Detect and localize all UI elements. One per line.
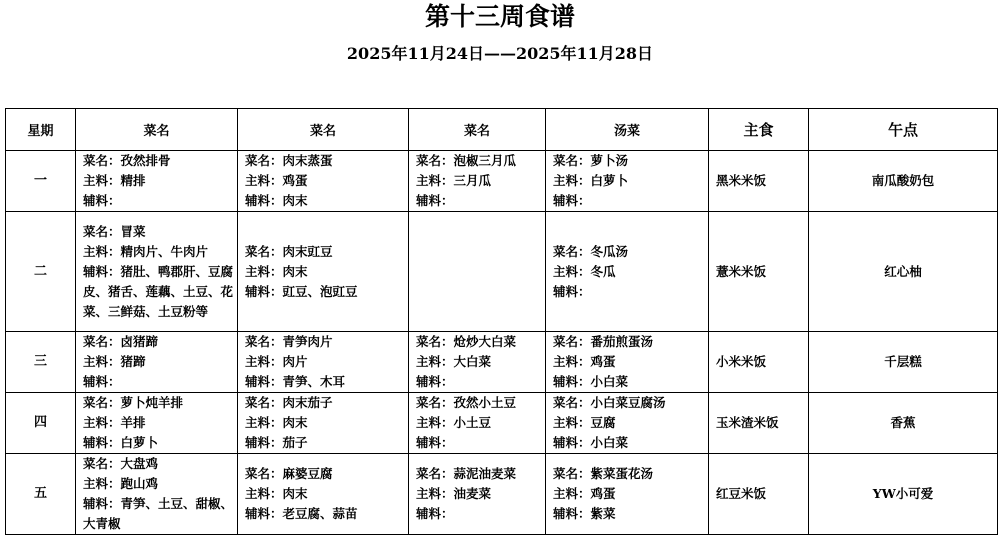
- staple-cell: 薏米米饭: [709, 212, 809, 332]
- staple-cell: 红豆米饭: [709, 454, 809, 535]
- dish-main: 精肉片、牛肉片: [120, 243, 209, 259]
- soup-cell: 菜名：萝卜汤 主料：白萝卜 辅料：: [546, 151, 709, 212]
- dish-cell: 菜名：麻婆豆腐 主料：肉末 辅料：老豆腐、蒜苗: [238, 454, 409, 535]
- dish-cell: 菜名：肉末豇豆 主料：肉末 辅料：豇豆、泡豇豆: [238, 212, 409, 332]
- soup-aux: 小白菜: [590, 374, 629, 389]
- dish-main: 小土豆: [453, 415, 492, 430]
- soup-name: 紫菜蛋花汤: [590, 466, 654, 481]
- soup-aux: 小白菜: [590, 435, 629, 450]
- dish-cell: 菜名：泡椒三月瓜 主料：三月瓜 辅料：: [409, 151, 546, 212]
- day-cell: 二: [6, 212, 76, 332]
- soup-main: 冬瓜: [590, 263, 616, 279]
- staple-cell: 小米米饭: [709, 332, 809, 393]
- header-snack: 午点: [809, 109, 998, 151]
- header-day: 星期: [6, 109, 76, 151]
- table-row: [6, 151, 998, 212]
- dish-aux: 肉末: [282, 193, 308, 208]
- dish-name: 肉末蒸蛋: [282, 153, 333, 168]
- dish-main: 肉末: [282, 263, 308, 279]
- staple-cell: 黑米米饭: [709, 151, 809, 212]
- dish-name: 冒菜: [120, 223, 146, 239]
- dish-aux: 茄子: [282, 435, 308, 450]
- header-staple: 主食: [709, 109, 809, 151]
- soup-cell: 菜名：小白菜豆腐汤 主料：豆腐 辅料：小白菜: [546, 393, 709, 454]
- dish-main: 油麦菜: [453, 486, 492, 501]
- soup-main: 白萝卜: [590, 173, 629, 188]
- dish-cell: 菜名：萝卜炖羊排 主料：羊排 辅料：白萝卜: [76, 393, 238, 454]
- snack-cell: 红心柚: [809, 212, 998, 332]
- header-dish-1: 菜名: [76, 109, 238, 151]
- date-range: 2025年11月24日——2025年11月28日: [346, 44, 654, 63]
- snack-cell: 千层糕: [809, 332, 998, 393]
- soup-cell: 菜名：番茄煎蛋汤 主料：鸡蛋 辅料：小白菜: [546, 332, 709, 393]
- day-cell: 一: [6, 151, 76, 212]
- dish-main: 大白菜: [453, 354, 492, 369]
- day-cell: 四: [6, 393, 76, 454]
- menu-table: [5, 108, 998, 535]
- dish-name: 肉末豇豆: [282, 243, 333, 259]
- dish-cell: 菜名：冒菜 主料：精肉片、牛肉片 辅料：猪肚、鸭郡肝、豆腐皮、猪舌、莲藕、土豆、花菜、三鲜菇、土豆粉等: [76, 212, 238, 332]
- dish-name: 孜然排骨: [120, 153, 171, 168]
- dish-main: 肉末: [282, 486, 308, 501]
- dish-cell: 菜名：炝炒大白菜 主料：大白菜 辅料：: [409, 332, 546, 393]
- dish-name: 泡椒三月瓜: [453, 153, 517, 168]
- table-row: [6, 393, 998, 454]
- dish-aux: 青笋、木耳: [282, 374, 346, 389]
- table-row: [6, 454, 998, 535]
- dish-aux: 白萝卜: [120, 435, 159, 450]
- soup-cell: 菜名：紫菜蛋花汤 主料：鸡蛋 辅料：紫菜: [546, 454, 709, 535]
- soup-name: 萝卜汤: [590, 153, 629, 168]
- dish-main: 三月瓜: [453, 173, 492, 188]
- dish-cell: 菜名：卤猪蹄 主料：猪蹄 辅料：: [76, 332, 238, 393]
- dish-main: 猪蹄: [120, 354, 146, 369]
- page-title: 第十三周食谱: [424, 2, 575, 31]
- snack-cell: YW小可爱: [809, 454, 998, 535]
- dish-main: 羊排: [120, 415, 146, 430]
- dish-cell: 菜名：肉末蒸蛋 主料：鸡蛋 辅料：肉末: [238, 151, 409, 212]
- soup-name: 小白菜豆腐汤: [590, 395, 666, 410]
- dish-aux: 猪肚、鸭郡肝、豆腐皮、猪舌、莲藕、土豆、花菜、三鲜菇、土豆粉等: [83, 263, 234, 319]
- dish-main: 精排: [120, 173, 146, 188]
- dish-cell: 菜名：大盘鸡 主料：跑山鸡 辅料：青笋、土豆、甜椒、大青椒: [76, 454, 238, 535]
- soup-cell: 菜名：冬瓜汤 主料：冬瓜 辅料：: [546, 212, 709, 332]
- dish-main: 肉末: [282, 415, 308, 430]
- header-dish-3: 菜名: [409, 109, 546, 151]
- dish-name: 蒜泥油麦菜: [453, 466, 517, 481]
- dish-cell: 菜名：蒜泥油麦菜 主料：油麦菜 辅料：: [409, 454, 546, 535]
- header-row: [6, 109, 998, 151]
- soup-name: 番茄煎蛋汤: [590, 334, 654, 349]
- dish-cell-empty: [409, 212, 546, 332]
- header-soup: 汤菜: [546, 109, 709, 151]
- dish-name: 萝卜炖羊排: [120, 395, 184, 410]
- dish-aux: 青笋、土豆、甜椒、大青椒: [83, 496, 234, 531]
- dish-name: 麻婆豆腐: [282, 466, 333, 481]
- dish-name: 青笋肉片: [282, 334, 333, 349]
- table-row: [6, 332, 998, 393]
- day-cell: 五: [6, 454, 76, 535]
- snack-cell: 南瓜酸奶包: [809, 151, 998, 212]
- dish-name: 卤猪蹄: [120, 334, 159, 349]
- table-row: [6, 212, 998, 332]
- dish-cell: 菜名：肉末茄子 主料：肉末 辅料：茄子: [238, 393, 409, 454]
- soup-aux: 紫菜: [590, 506, 616, 521]
- soup-main: 豆腐: [590, 415, 616, 430]
- soup-main: 鸡蛋: [590, 354, 616, 369]
- dish-aux: 豇豆、泡豇豆: [282, 283, 358, 299]
- dish-name: 肉末茄子: [282, 395, 333, 410]
- dish-name: 大盘鸡: [120, 456, 159, 471]
- soup-name: 冬瓜汤: [590, 243, 629, 259]
- staple-cell: 玉米渣米饭: [709, 393, 809, 454]
- dish-cell: 菜名：孜然排骨 主料：精排 辅料：: [76, 151, 238, 212]
- dish-main: 鸡蛋: [282, 173, 308, 188]
- dish-aux: 老豆腐、蒜苗: [282, 506, 358, 521]
- dish-main: 跑山鸡: [120, 476, 159, 491]
- dish-cell: 菜名：孜然小土豆 主料：小土豆 辅料：: [409, 393, 546, 454]
- dish-cell: 菜名：青笋肉片 主料：肉片 辅料：青笋、木耳: [238, 332, 409, 393]
- snack-cell: 香蕉: [809, 393, 998, 454]
- dish-name: 炝炒大白菜: [453, 334, 517, 349]
- header-dish-2: 菜名: [238, 109, 409, 151]
- day-cell: 三: [6, 332, 76, 393]
- dish-main: 肉片: [282, 354, 308, 369]
- dish-name: 孜然小土豆: [453, 395, 517, 410]
- soup-main: 鸡蛋: [590, 486, 616, 501]
